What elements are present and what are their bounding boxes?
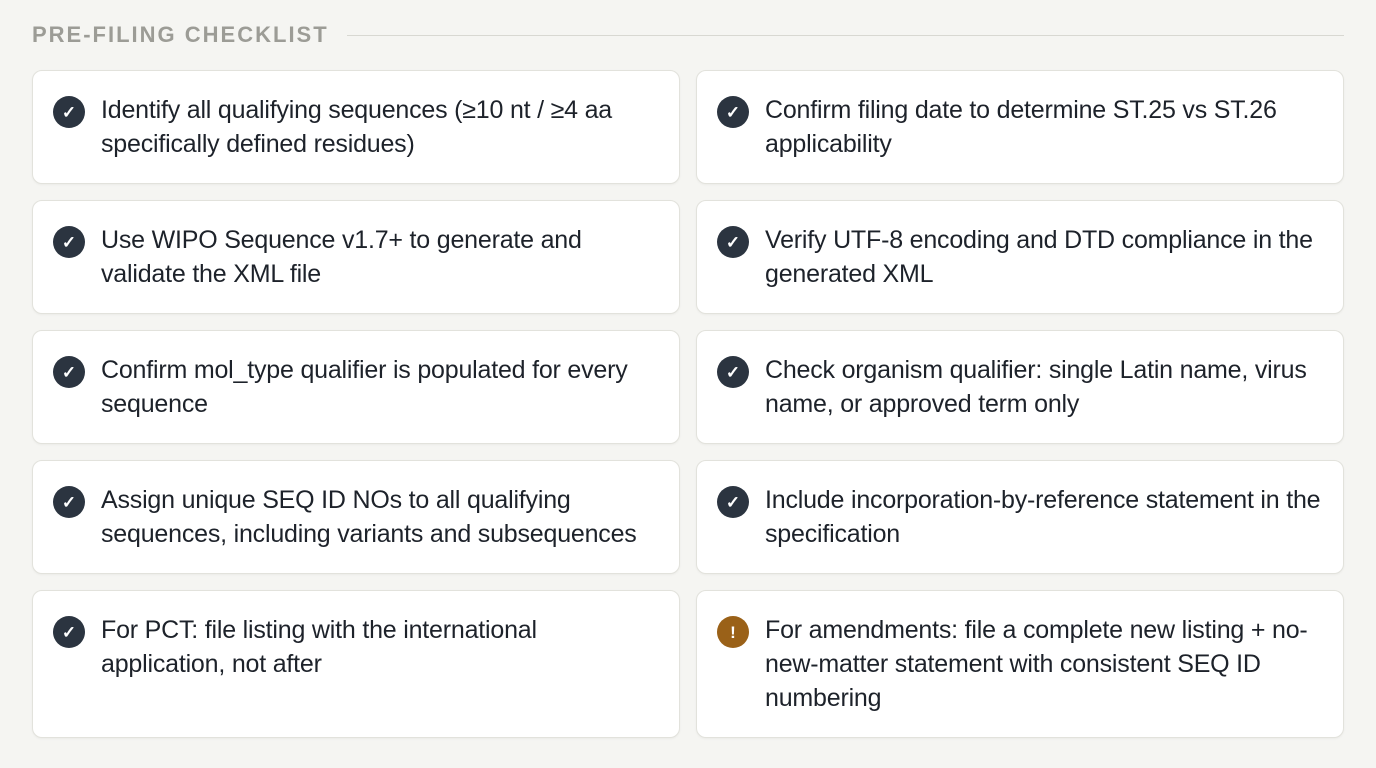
check-icon: ✓ bbox=[53, 486, 85, 518]
checklist-item bbox=[32, 590, 680, 738]
checklist-item-label: Verify UTF-8 encoding and DTD compliance in the generated XML bbox=[765, 226, 1313, 288]
check-icon: ✓ bbox=[53, 616, 85, 648]
checklist-item bbox=[696, 590, 1344, 738]
checklist-header bbox=[32, 22, 1344, 48]
check-icon: ✓ bbox=[53, 226, 85, 258]
checklist-item-label: Include incorporation-by-reference statement in the specification bbox=[765, 486, 1321, 548]
checklist-item bbox=[32, 460, 680, 574]
checklist-item bbox=[696, 70, 1344, 184]
checklist-grid bbox=[32, 70, 1344, 738]
checklist-item bbox=[32, 200, 680, 314]
checklist-item-label: Confirm mol_type qualifier is populated for every sequence bbox=[101, 356, 628, 418]
checklist-item-label: For PCT: file listing with the international application, not after bbox=[101, 616, 537, 678]
checklist-item bbox=[32, 330, 680, 444]
check-icon: ✓ bbox=[53, 356, 85, 388]
check-icon: ✓ bbox=[717, 96, 749, 128]
checklist-item-label: Confirm filing date to determine ST.25 vs ST.26 applicability bbox=[765, 96, 1277, 158]
checklist-item-label: Check organism qualifier: single Latin name, virus name, or approved term only bbox=[765, 356, 1307, 418]
check-icon: ✓ bbox=[717, 226, 749, 258]
page-title: PRE-FILING CHECKLIST bbox=[32, 22, 329, 47]
checklist-item-label: Assign unique SEQ ID NOs to all qualifying sequences, including variants and subsequences bbox=[101, 486, 637, 548]
check-icon: ✓ bbox=[717, 356, 749, 388]
check-icon: ✓ bbox=[53, 96, 85, 128]
checklist-item-label: For amendments: file a complete new listing + no-new-matter statement with consistent SEQ ID numbering bbox=[765, 616, 1308, 712]
checklist-item-label: Identify all qualifying sequences (≥10 nt / ≥4 aa specifically defined residues) bbox=[101, 96, 613, 158]
check-icon: ✓ bbox=[717, 486, 749, 518]
header-divider bbox=[347, 35, 1344, 36]
checklist-item bbox=[696, 460, 1344, 574]
checklist-item bbox=[32, 70, 680, 184]
warning-icon: ! bbox=[717, 616, 749, 648]
checklist-item-label: Use WIPO Sequence v1.7+ to generate and validate the XML file bbox=[101, 226, 582, 288]
checklist-item bbox=[696, 330, 1344, 444]
checklist-item bbox=[696, 200, 1344, 314]
